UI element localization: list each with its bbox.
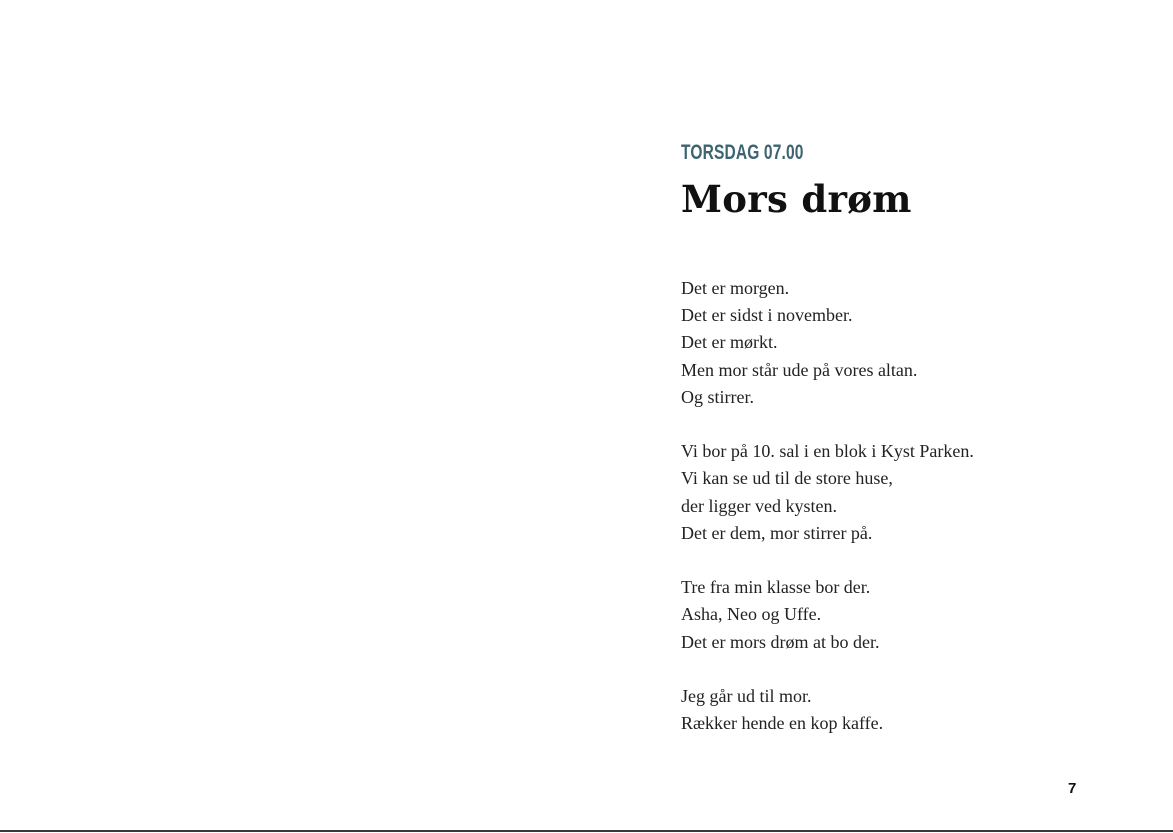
stanza [681,275,1121,411]
text-line: Det er dem, mor stirrer på. [681,522,873,543]
page-bottom-rule [0,830,1173,832]
text-line: Vi kan se ud til de store huse, [681,468,893,489]
page-number: 7 [1068,780,1077,797]
text-line: Det er sidst i november. [681,305,853,326]
text-line: Rækker hende en kop kaffe. [681,713,884,734]
text-line: Tre fra min klasse bor der. [681,577,871,598]
stanza [681,438,1121,547]
text-line: Asha, Neo og Uffe. [681,604,822,625]
text-line: Vi bor på 10. sal i en blok i Kyst Parken. [681,441,974,462]
stanza [681,574,1121,656]
text-line: Men mor står ude på vores altan. [681,359,918,380]
text-line: Det er mørkt. [681,332,778,353]
stanza [681,683,1121,737]
text-line: Og stirrer. [681,386,754,407]
text-line: Det er mors drøm at bo der. [681,631,880,652]
chapter-time-heading: TORSDAG 07.00 [681,141,804,164]
text-line: der ligger ved kysten. [681,495,837,516]
text-line: Jeg går ud til mor. [681,686,812,706]
chapter-body [681,275,1121,765]
chapter-title: Mors drøm [681,177,912,221]
text-line: Det er morgen. [681,278,790,298]
